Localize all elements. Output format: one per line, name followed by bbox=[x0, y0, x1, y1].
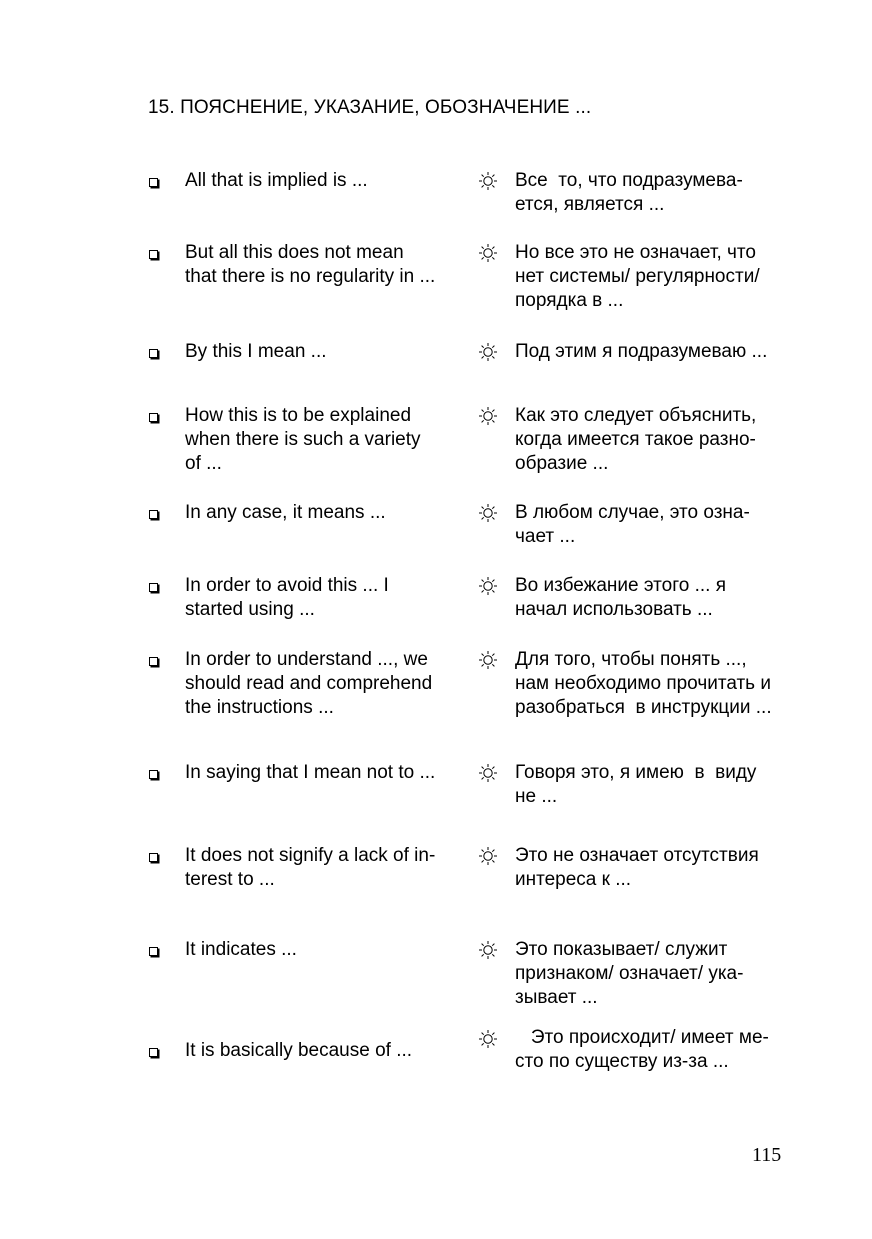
russian-translation-line: признаком/ означает/ ука- bbox=[515, 963, 744, 984]
english-phrase bbox=[185, 648, 470, 720]
russian-translation-line: Говоря это, я имею в виду bbox=[515, 762, 757, 783]
checkbox-bullet-icon bbox=[149, 853, 158, 862]
russian-translation-line: нет системы/ регулярности/ bbox=[515, 266, 760, 287]
russian-translation-line: Это показывает/ служит bbox=[515, 939, 728, 960]
english-phrase-line: How this is to be explained bbox=[185, 405, 412, 426]
english-phrase-line: the instructions ... bbox=[185, 697, 334, 718]
english-phrase bbox=[185, 501, 470, 525]
russian-translation-line: чает ... bbox=[515, 526, 576, 547]
sun-icon bbox=[478, 576, 498, 596]
checkbox-bullet-icon bbox=[149, 583, 158, 592]
checkbox-bullet-icon bbox=[149, 1048, 158, 1057]
russian-translation bbox=[515, 938, 795, 1010]
russian-translation-line: Это не означает отсутствия bbox=[515, 845, 759, 866]
sun-icon bbox=[478, 406, 498, 426]
russian-translation-line: разобраться в инструкции ... bbox=[515, 697, 772, 718]
russian-translation bbox=[515, 648, 795, 720]
russian-translation-line: Но все это не означает, что bbox=[515, 242, 756, 263]
english-phrase-line: In saying that I mean not to ... bbox=[185, 762, 436, 783]
checkbox-bullet-icon bbox=[149, 178, 158, 187]
russian-translation bbox=[515, 501, 795, 549]
checkbox-bullet-icon bbox=[149, 349, 158, 358]
sun-icon bbox=[478, 763, 498, 783]
russian-translation bbox=[515, 844, 795, 892]
russian-translation-line: Как это следует объяснить, bbox=[515, 405, 757, 426]
english-phrase-line: terest to ... bbox=[185, 869, 275, 890]
russian-translation bbox=[515, 574, 795, 622]
english-phrase-line: By this I mean ... bbox=[185, 341, 327, 362]
page-number: 115 bbox=[752, 1144, 782, 1166]
english-phrase-line: when there is such a variety bbox=[185, 429, 421, 450]
english-phrase-line: should read and comprehend bbox=[185, 673, 433, 694]
russian-translation-line: ется, является ... bbox=[515, 194, 665, 215]
english-phrase bbox=[185, 169, 470, 193]
russian-translation-line: не ... bbox=[515, 786, 558, 807]
russian-translation-line: Это происходит/ имеет ме- bbox=[515, 1027, 769, 1048]
sun-icon bbox=[478, 940, 498, 960]
english-phrase-line: But all this does not mean bbox=[185, 242, 404, 263]
sun-icon bbox=[478, 342, 498, 362]
russian-translation-line: Во избежание этого ... я bbox=[515, 575, 726, 596]
checkbox-bullet-icon bbox=[149, 770, 158, 779]
russian-translation-line: зывает ... bbox=[515, 987, 598, 1008]
russian-translation-line: порядка в ... bbox=[515, 290, 624, 311]
russian-translation-line: В любом случае, это озна- bbox=[515, 502, 750, 523]
english-phrase bbox=[185, 241, 470, 289]
sun-icon bbox=[478, 846, 498, 866]
russian-translation bbox=[515, 340, 795, 364]
checkbox-bullet-icon bbox=[149, 413, 158, 422]
english-phrase bbox=[185, 404, 470, 476]
russian-translation bbox=[515, 169, 795, 217]
english-phrase-line: All that is implied is ... bbox=[185, 170, 368, 191]
english-phrase bbox=[185, 761, 470, 785]
english-phrase bbox=[185, 938, 470, 962]
english-phrase-line: It is basically because of ... bbox=[185, 1040, 413, 1061]
sun-icon bbox=[478, 171, 498, 191]
russian-translation-line: образие ... bbox=[515, 453, 609, 474]
checkbox-bullet-icon bbox=[149, 250, 158, 259]
russian-translation bbox=[515, 241, 795, 313]
english-phrase-line: It does not signify a lack of in- bbox=[185, 845, 436, 866]
checkbox-bullet-icon bbox=[149, 947, 158, 956]
russian-translation-line: нам необходимо прочитать и bbox=[515, 673, 771, 694]
russian-translation-line: Под этим я подразумеваю ... bbox=[515, 341, 768, 362]
english-phrase bbox=[185, 340, 470, 364]
english-phrase-line: In order to avoid this ... I bbox=[185, 575, 389, 596]
english-phrase-line: In order to understand ..., we bbox=[185, 649, 428, 670]
english-phrase-line: It indicates ... bbox=[185, 939, 297, 960]
russian-translation bbox=[515, 1026, 795, 1074]
english-phrase-line: of ... bbox=[185, 453, 222, 474]
english-phrase-line: that there is no regularity in ... bbox=[185, 266, 436, 287]
english-phrase bbox=[185, 1039, 470, 1063]
russian-translation-line: Все то, что подразумева- bbox=[515, 170, 743, 191]
russian-translation-line: Для того, чтобы понять ..., bbox=[515, 649, 747, 670]
russian-translation bbox=[515, 404, 795, 476]
sun-icon bbox=[478, 650, 498, 670]
sun-icon bbox=[478, 503, 498, 523]
english-phrase bbox=[185, 574, 470, 622]
checkbox-bullet-icon bbox=[149, 657, 158, 666]
russian-translation-line: начал использовать ... bbox=[515, 599, 713, 620]
english-phrase-line: started using ... bbox=[185, 599, 315, 620]
russian-translation-line: когда имеется такое разно- bbox=[515, 429, 756, 450]
english-phrase-line: In any case, it means ... bbox=[185, 502, 386, 523]
russian-translation-line: сто по существу из-за ... bbox=[515, 1051, 729, 1072]
english-phrase bbox=[185, 844, 470, 892]
section-heading: 15. ПОЯСНЕНИЕ, УКАЗАНИЕ, ОБОЗНАЧЕНИЕ ... bbox=[148, 97, 592, 118]
russian-translation bbox=[515, 761, 795, 809]
sun-icon bbox=[478, 1029, 498, 1049]
checkbox-bullet-icon bbox=[149, 510, 158, 519]
russian-translation-line: интереса к ... bbox=[515, 869, 632, 890]
sun-icon bbox=[478, 243, 498, 263]
